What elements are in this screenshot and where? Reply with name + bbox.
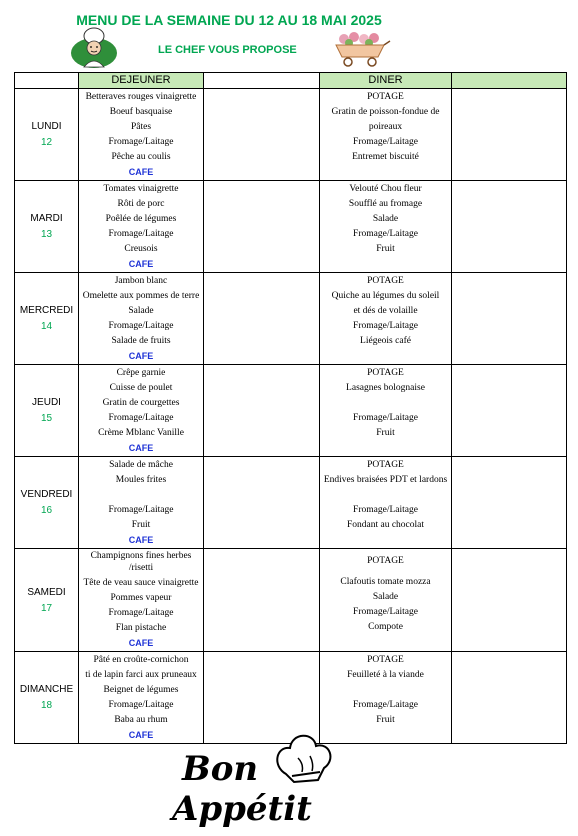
lunch-item: Crème Mblanc Vanille [98,428,184,438]
empty-cell [452,181,567,273]
day-row [15,181,567,273]
menu-table [14,72,567,744]
lunch-item: Pâtes [130,122,152,132]
dinner-item: Fruit [376,715,395,725]
day-row [15,365,567,457]
lunch-item: Creusois [124,244,158,254]
lunch-item: Fromage/Laitage [108,608,174,618]
lunch-item: Boeuf basquaise [109,107,173,117]
dinner-item: Entremet biscuité [352,152,419,162]
dinner-item: POTAGE [367,556,404,566]
dinner-item: POTAGE [367,460,404,470]
empty-cell [204,181,320,273]
lunch-item [79,488,203,503]
lunch-cell [79,273,204,365]
lunch-item: ti de lapin farci aux pruneaux [85,670,197,680]
day-name: LUNDI [31,121,62,132]
lunch-item: Fromage/Laitage [108,413,174,423]
dinner-cell [320,457,452,549]
menu-title: MENU DE LA SEMAINE DU 12 AU 18 MAI 2025 [76,12,382,28]
dinner-cell [320,89,452,181]
dinner-cell [320,652,452,744]
dinner-item: Fromage/Laitage [353,321,418,331]
empty-cell [452,365,567,457]
dinner-item: Liégeois café [360,336,411,346]
day-row [15,457,567,549]
chef-hat-icon [277,736,330,782]
dinner-item: Fromage/Laitage [353,229,418,239]
dinner-item: Fromage/Laitage [353,505,418,515]
lunch-item: Poêlée de légumes [105,214,177,224]
day-number: 18 [40,700,53,711]
day-number: 16 [40,505,53,516]
bon-text: Bon [182,749,259,789]
lunch-item: Salade de fruits [111,336,171,346]
dinner-item: Quiche au légumes du soleil [331,291,440,301]
dinner-item: Salade [372,214,399,224]
lunch-cell [79,457,204,549]
empty-cell [204,273,320,365]
header-gap [204,73,320,89]
dinner-item: POTAGE [367,92,404,102]
day-row [15,549,567,652]
empty-cell [204,549,320,652]
dinner-item: poireaux [368,122,403,132]
day-row [15,89,567,181]
day-name: JEUDI [32,397,61,408]
day-cell [15,181,79,273]
day-name: MERCREDI [19,305,74,316]
lunch-item: Crêpe garnie [116,368,166,378]
dinner-item [320,683,451,698]
cafe-label: CAFE [128,638,154,648]
lunch-item: Rôti de porc [117,199,165,209]
dinner-header: DINER [320,73,452,89]
day-name: SAMEDI [27,586,66,598]
day-cell [15,652,79,744]
empty-cell [204,365,320,457]
lunch-item: Cuisse de poulet [109,383,173,393]
lunch-item: Beignet de légumes [103,685,179,695]
dinner-cell [320,549,452,652]
empty-cell [452,89,567,181]
empty-cell [452,652,567,744]
dinner-item: Fromage/Laitage [353,607,418,617]
day-number: 15 [40,413,53,424]
day-number: 13 [40,229,53,240]
dinner-cell [320,365,452,457]
cafe-label: CAFE [128,351,154,361]
empty-cell [452,457,567,549]
day-number: 12 [40,137,53,148]
day-number: 17 [40,602,53,614]
lunch-cell [79,549,204,652]
dinner-item: Fromage/Laitage [353,700,418,710]
lunch-item: Fromage/Laitage [108,505,174,515]
cafe-label: CAFE [128,259,154,269]
cafe-label: CAFE [128,730,154,740]
lunch-item: Betteraves rouges vinaigrette [85,92,197,102]
dinner-item: Clafoutis tomate mozza [340,577,431,587]
dinner-item: Velouté Chou fleur [349,184,422,194]
flower-cart-icon [330,29,392,69]
lunch-item: Champignons fines herbes [90,551,192,561]
lunch-item: Baba au rhum [114,715,168,725]
lunch-item: Moules frites [115,475,167,485]
day-cell [15,273,79,365]
lunch-item: Tête de veau sauce vinaigrette [83,578,199,588]
cafe-label: CAFE [128,535,154,545]
dinner-item: Fruit [376,428,395,438]
dinner-item: Fondant au chocolat [346,520,425,530]
dinner-item: Gratin de poisson-fondue de [331,107,440,117]
lunch-item: Gratin de courgettes [102,398,180,408]
day-cell [15,365,79,457]
lunch-item: /risetti [128,563,154,573]
day-cell [15,457,79,549]
lunch-item: Fromage/Laitage [108,700,174,710]
lunch-item: Pommes vapeur [110,593,172,603]
dinner-item: Fromage/Laitage [353,137,418,147]
dinner-item: Fruit [376,244,395,254]
dinner-cell [320,181,452,273]
lunch-cell [79,89,204,181]
lunch-item: Fromage/Laitage [108,137,174,147]
day-row [15,273,567,365]
day-name: VENDREDI [20,489,73,500]
appetit-text: Appétit [172,789,312,827]
lunch-item: Salade [128,306,154,316]
day-name: MARDI [30,213,63,224]
cafe-label: CAFE [128,167,154,177]
day-cell [15,549,79,652]
header-blank [15,73,79,89]
lunch-item: Tomates vinaigrette [103,184,179,194]
lunch-item: Pêche au coulis [111,152,171,162]
lunch-cell [79,181,204,273]
dinner-item: POTAGE [367,368,404,378]
lunch-item: Fruit [131,520,151,530]
dinner-item: Feuilleté à la viande [347,670,424,680]
dinner-item: Fromage/Laitage [353,413,418,423]
lunch-item: Flan pistache [115,623,167,633]
dinner-item: Salade [372,592,399,602]
dinner-item: POTAGE [367,276,404,286]
dinner-item: et dés de volaille [353,306,418,316]
empty-cell [452,549,567,652]
empty-cell [204,89,320,181]
header-row [15,73,567,89]
lunch-item: Jambon blanc [114,276,168,286]
day-cell [15,89,79,181]
lunch-header: DEJEUNER [79,73,204,89]
empty-cell [452,273,567,365]
dinner-item: Soufflé au fromage [348,199,423,209]
bon-appetit-logo [168,722,338,827]
lunch-cell [79,365,204,457]
day-number: 14 [40,321,53,332]
dinner-item: Lasagnes bolognaise [346,383,425,393]
dinner-item: POTAGE [367,655,404,665]
menu-subtitle: LE CHEF VOUS PROPOSE [158,44,297,56]
cafe-label: CAFE [128,443,154,453]
dinner-cell [320,273,452,365]
dinner-item: Compote [368,622,403,632]
day-name: DIMANCHE [19,684,74,695]
lunch-item: Omelette aux pommes de terre [82,291,200,301]
empty-cell [204,457,320,549]
lunch-item: Salade de mâche [109,460,173,470]
chef-logo-icon [70,27,118,69]
dinner-item: Endives braisées PDT et lardons [323,475,448,485]
header-end [452,73,567,89]
lunch-item: Fromage/Laitage [108,229,174,239]
lunch-item: Fromage/Laitage [108,321,174,331]
lunch-item: Pâté en croûte-cornichon [93,655,189,665]
dinner-item [320,488,451,503]
dinner-item [320,396,451,411]
